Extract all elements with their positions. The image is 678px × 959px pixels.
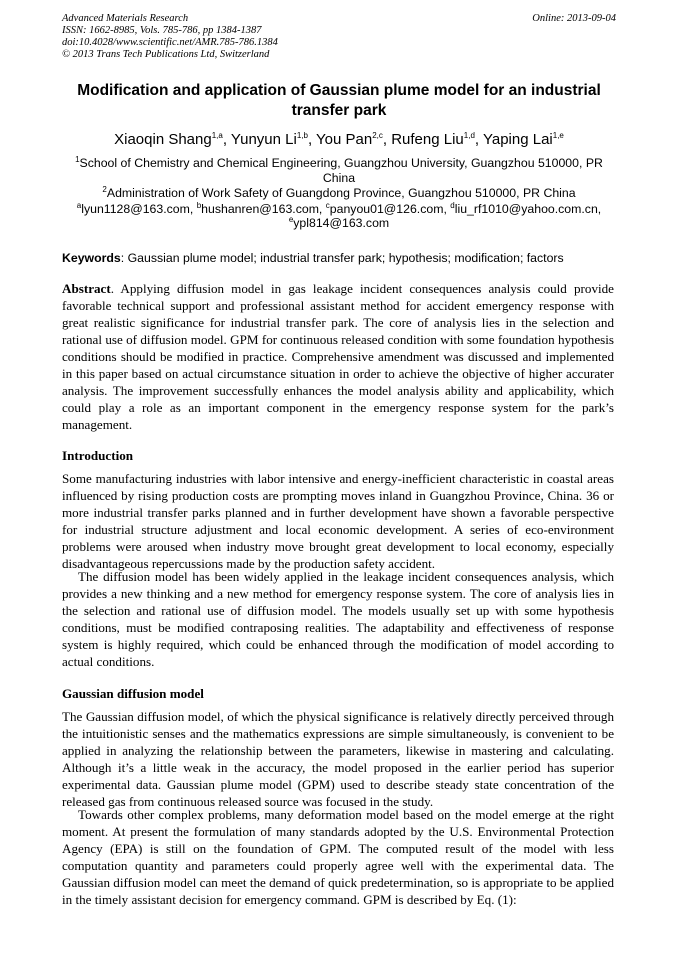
issn-line: ISSN: 1662-8985, Vols. 785-786, pp 1384-1387	[62, 25, 262, 36]
keywords-text: : Gaussian plume model; industrial transfer park; hypothesis; modification; factors	[120, 251, 564, 265]
author-list	[62, 130, 616, 150]
affiliation-2: $^2$Administration of Work Safety of Guangdong Province, Guangzhou 510000, PR China	[102, 184, 576, 200]
affiliation-1: $^1$School of Chemistry and Chemical Engineering, Guangzhou University, Guangzhou 510000, PR	[75, 154, 603, 170]
author: You Pan$^{2,c}$,	[316, 131, 392, 148]
abstract	[62, 280, 614, 433]
journal-header	[62, 13, 616, 61]
section-heading-introduction: Introduction	[62, 448, 134, 463]
online-date: Online: 2013-09-04	[532, 13, 616, 24]
keywords-label: Keywords	[62, 251, 121, 265]
doi-line: doi:10.4028/www.scientific.net/AMR.785-786.1384	[62, 37, 278, 48]
keywords	[62, 251, 622, 266]
intro-paragraph-1: Some manufacturing industries with labor intensive and energy-inefficient characteristic in coastal areas influenced by rising production costs are prompting moves inland in Guangzhou Province, China. 36 or more industrial transfer parks planned and in further development have shown a favorable perspective for industrial structure adjustment and local economic development. A series of eco-environment problems were aroused when industry move brought great development to local economy, especially disadvantageous repercussions made by the production safety accident.	[62, 471, 614, 571]
section-heading-gaussian: Gaussian diffusion model	[62, 686, 204, 701]
intro-paragraph-2: The diffusion model has been widely applied in the leakage incident consequences analysis, which provides a new thinking and a new method for emergency response system. The core of analysis lies in the selection and rational use of diffusion model. The models usually set up with some hypothesis conditions, must be modified contraposing realities. The adaptability and effectiveness of response system is highly required, which could be enhanced through the modification of model according to actual conditions.	[62, 569, 614, 669]
author: Xiaoqin Shang$^{1,a}$,	[114, 131, 231, 148]
author: Rufeng Liu$^{1,d}$,	[391, 131, 483, 148]
gaussian-paragraph-2: Towards other complex problems, many deformation model based on the model emerge at the right moment. At present the formulation of many standards adopted by the U.S. Environmental Protection Agency (EPA) is still on the foundation of GPM. The computed result of the model with less computation quantity and parameters could properly agree well with the experimental data. The Gaussian diffusion model can meet the demand of quick predetermination, so is appropriate to be applied in the timely assistant decision for emergency command. GPM is described by Eq. (1):	[62, 807, 614, 907]
abstract-text: . Applying diffusion model in gas leakage incident consequences analysis could provide favorable technical support and professional assistant method for accident emergency response with great realistic significance for industrial transfer park. The core of analysis lies in the selection and rational use of diffusion model. GPM for continuous released condition with some foundation hypothesis conditions should be modified in practice. Comprehensive amendment was discussed and implemented in this paper based on actual circumstance situation in order to achieve the objective of higher accurater analysis. The improvement successfully enhances the model analysis ability and applicability, which could play a role as an important component in the emergency response system for the park’s management.	[62, 281, 614, 432]
gaussian-paragraph-1: The Gaussian diffusion model, of which the physical significance is relatively directly perceived through the intuitionistic senses and the mathematics expressions are simple simultaneously, is convenient to be applied in analyzing the relationship between the parameters, likewise in mastering and calculating. Although it’s a little weak in the accuracy, the model proposed in the earlier period has superior experimental data. Gaussian plume model (GPM) used to describe steady state concentration of the released gas from continuous released source was focused in the study.	[62, 709, 614, 809]
email-list: $^a$lyun1128@163.com, $^b$hushanren@163.com, $^c$panyou01@126.com, $^d$liu_rf1010@yahoo.com.cn,	[76, 200, 602, 216]
copyright-line: © 2013 Trans Tech Publications Ltd, Switzerland	[62, 49, 270, 60]
email-last: $^e$ypl814@163.com	[288, 214, 390, 230]
paper-title: Modification and application of Gaussian plume model for an industrial transfer park	[77, 82, 601, 119]
author: Yunyun Li$^{1,b}$,	[230, 131, 317, 148]
author: Yaping Lai$^{1,e}$	[482, 131, 564, 148]
abstract-label: Abstract	[62, 281, 111, 296]
affiliation-1-cont: China	[322, 171, 356, 185]
journal-name: Advanced Materials Research	[62, 13, 189, 24]
